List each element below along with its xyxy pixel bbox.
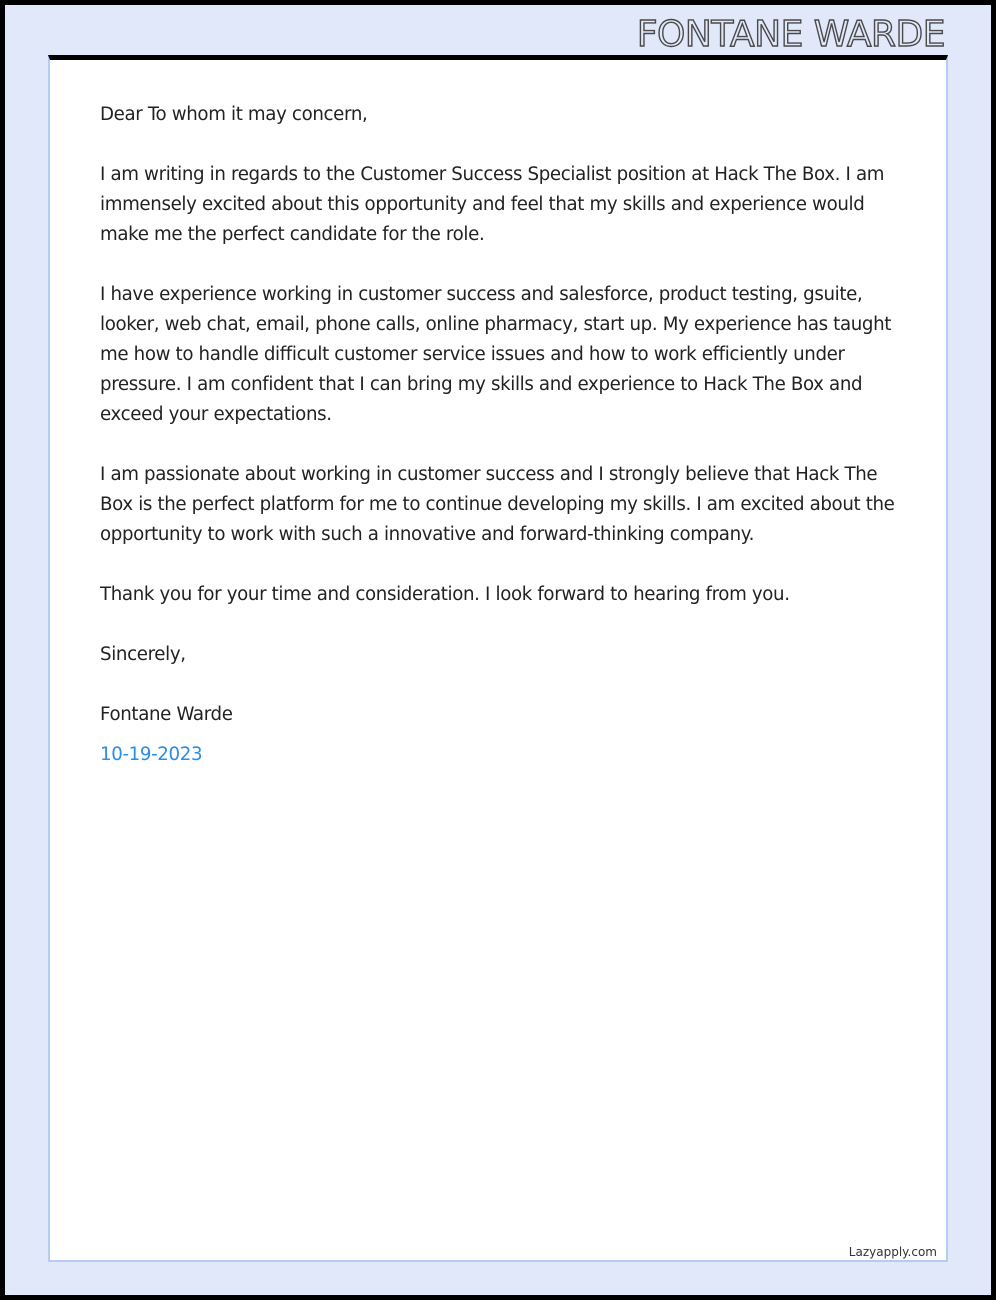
header-name: FONTANE WARDE (636, 14, 945, 55)
footer-brand: Lazyapply.com (848, 1245, 937, 1259)
letter-body (100, 100, 900, 770)
closing: Sincerely, (100, 644, 186, 665)
paragraph-1: I am writing in regards to the Customer Success Specialist position at Hack The Box. I am immensely excited about this opportunity and feel that my skills and experience would make me the perfect candidate for the role. (100, 164, 885, 245)
paragraph-3: I am passionate about working in customer success and I strongly believe that Hack The Box is the perfect platform for me to continue developing my skills. I am excited about the opportunity to work with such a innovative and forward-thinking company. (100, 464, 895, 545)
paragraph-4: Thank you for your time and consideration. I look forward to hearing from you. (100, 584, 790, 605)
letter-page (48, 55, 948, 1262)
salutation: Dear To whom it may concern, (100, 104, 368, 125)
signature: Fontane Warde (100, 704, 233, 725)
paragraph-2: I have experience working in customer success and salesforce, product testing, gsuite, looker, web chat, email, phone calls, online pharmacy, start up. My experience has taught me how to handle difficult customer service issues and how to work efficiently under pressure. I am confident that I can bring my skills and experience to Hack The Box and exceed your expectations. (100, 284, 892, 425)
letter-date: 10-19-2023 (100, 744, 203, 765)
